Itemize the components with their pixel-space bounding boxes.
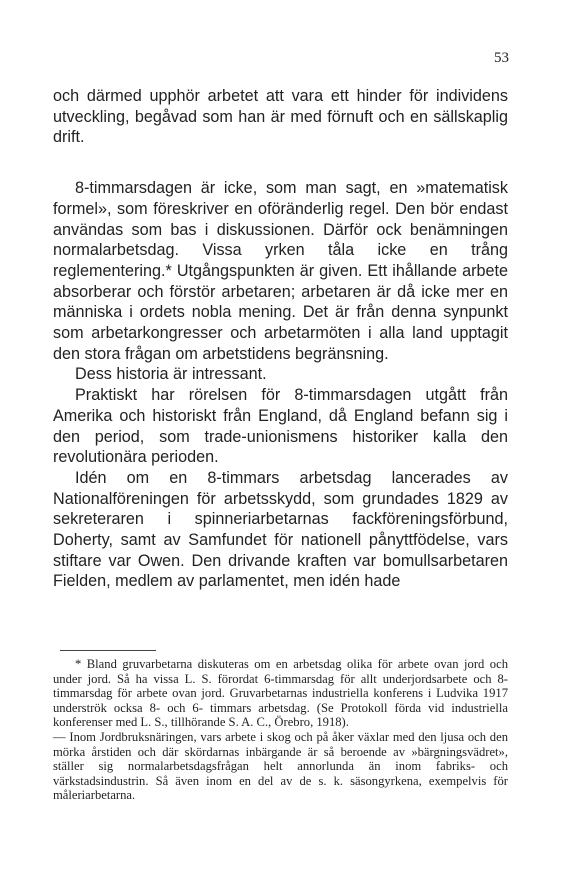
footnote: [53, 657, 508, 803]
paragraph-national-association: Idén om en 8-timmars arbetsdag lancerades av Nationalföreningen för arbetsskydd, som grundades 1829 av sekreteraren i spinneriarbetarnas fackföreningsförbund, Doherty, samt av Samfundet för nationell pånyttfödelse, vars stiftare var Owen. Den drivande kraften var bomullsarbetaren Fielden, medlem av parlamentet, men idén hade: [53, 468, 508, 591]
paragraph-continuation: och därmed upphör arbetet att vara ett hinder för individens utveckling, begåvad som han är med förnuft och en sällskaplig drift.: [53, 87, 508, 147]
footnote-paragraph-agriculture: — Inom Jordbruksnäringen, vars arbete i skog och på åker växlar med den ljusa och den mörka årstiden och där skördarnas inbärgande är så beroende av »bärgningsvädret», ställer sig normalarbetsdagsfrågan helt annorlunda än inom fabriks- och värkstadsindustrin. Så även inom en del av de s. k. säsongyrkena, exempelvis för måleriarbetarna.: [53, 729, 508, 803]
page-number: 53: [494, 50, 509, 66]
paragraph-eight-hour-day: 8-timmarsdagen är icke, som man sagt, en »matematisk formel», som föreskriver en oföränderlig regel. Den bör endast användas som bas i diskussionen. Därför ock benämningen normalarbetsdag. Vissa yrken tåla icke en trång reglementering.* Utgångspunkten är given. Ett ihållande arbete absorberar och förstör arbetaren; arbetaren är då icke mer en människa i ordets nobla mening. Det är från denna synpunkt som arbetarkongresser och arbetarmöten i alla land upptagit den stora frågan om arbetstidens begränsning.: [53, 179, 508, 363]
paragraph-history-intro: Dess historia är intressant.: [75, 365, 267, 384]
footnote-paragraph-mining: * Bland gruvarbetarna diskuteras om en arbetsdag olika för arbete ovan jord och under jord. Så ha vissa L. S. förordat 6-timmarsdag för allt underjordsarbete och 8-timmarsdag för arbete ovan jord. Gruvarbetarnas industriella konferens i Ludvika 1917 underströk ocksa 8- och 6- timmars arbetsdag. (Se Protokoll förda vid industriella konferenser med L. S., tillhörande S. A. C., Örebro, 1918).: [53, 657, 508, 730]
paragraph-origins: Praktiskt har rörelsen för 8-timmarsdagen utgått från Amerika och historiskt från England, då England befann sig i den period, som trade-unionismens historiker kalla den revolutionära perioden.: [53, 386, 508, 467]
body-text: [53, 86, 508, 592]
footnote-divider: [60, 650, 156, 651]
